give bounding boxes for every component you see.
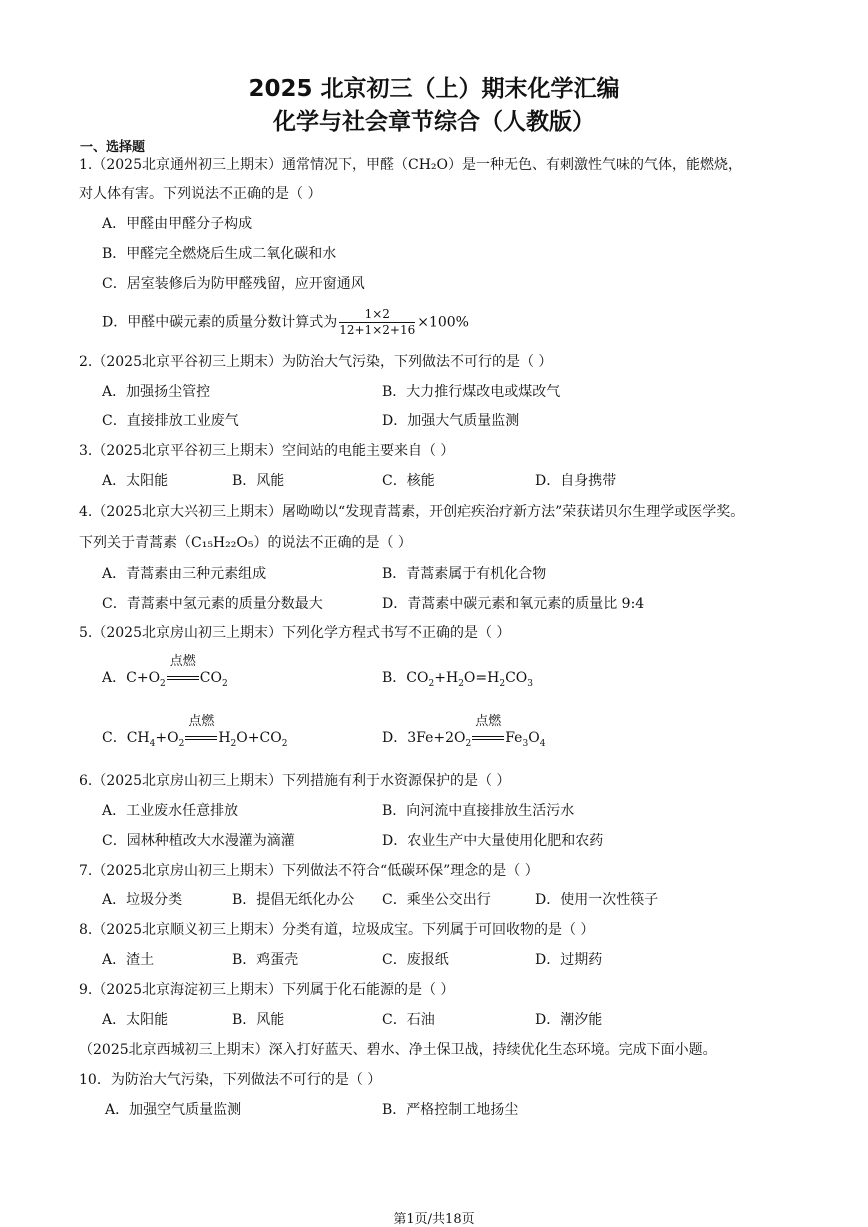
- q4-stem-line2: 下列关于青蒿素（C₁₅H₂₂O₅）的说法不正确的是（ ）: [79, 535, 412, 551]
- q1-option-b: B．甲醛完全燃烧后生成二氧化碳和水: [102, 246, 337, 262]
- q6-option-d: D．农业生产中大量使用化肥和农药: [382, 833, 604, 849]
- q6-option-c: C．园林种植改大水漫灌为滴灌: [102, 833, 295, 849]
- q7-option-b: B．提倡无纸化办公: [232, 892, 355, 908]
- q2-option-d: D．加强大气质量监测: [382, 413, 520, 429]
- q1-option-a: A．甲醛由甲醛分子构成: [102, 216, 253, 232]
- q8-option-a: A．渣土: [102, 952, 155, 968]
- q10-stem: 10．为防治大气污染，下列做法不可行的是（ ）: [79, 1072, 382, 1088]
- q1-option-c: C．居室装修后为防甲醛残留，应开窗通风: [102, 276, 365, 292]
- q5-option-b: B．$CO_2+H_2O=H_2CO_3$: [382, 670, 534, 689]
- q6-stem: 6.（2025北京房山初三上期末）下列措施有利于水资源保护的是（ ）: [79, 773, 511, 789]
- condition-ignite: [167, 654, 199, 687]
- condition-label: 点燃: [169, 654, 196, 669]
- q1-stem-line1: 1.（2025北京通州初三上期末）通常情况下，甲醛（CH₂O）是一种无色、有刺激性气味的气体，能燃烧，: [79, 157, 742, 173]
- page-footer: 第1页/共18页: [393, 1212, 475, 1227]
- q4-stem-line1: 4.（2025北京大兴初三上期末）屠呦呦以“发现青蒿素，开创疟疾治疗新方法”荣获诺贝尔生理学或医学奖。: [79, 504, 745, 520]
- q3-stem: 3.（2025北京平谷初三上期末）空间站的电能主要来自（ ）: [79, 443, 455, 459]
- q9-option-b: B．风能: [232, 1012, 285, 1028]
- q5-option-b-label: B．: [382, 670, 407, 686]
- fraction-denominator: 12+1×2+16: [339, 323, 416, 337]
- condition-label: 点燃: [475, 714, 502, 729]
- q5-option-a: A．$C+O_2$ 点燃 $CO_2$: [102, 654, 228, 689]
- q4-option-a: A．青蒿素由三种元素组成: [102, 566, 267, 582]
- q1-option-d-text: D．甲醛中碳元素的质量分数计算式为: [102, 314, 338, 331]
- q10-option-b: B．严格控制工地扬尘: [382, 1102, 519, 1118]
- q10-option-a: A．加强空气质量监测: [105, 1102, 242, 1118]
- q4-option-c: C．青蒿素中氢元素的质量分数最大: [102, 596, 323, 612]
- q5-option-d: D．$3Fe+2O_2$ 点燃 $Fe_3O_4$: [382, 714, 546, 749]
- q4-option-b: B．青蒿素属于有机化合物: [382, 566, 547, 582]
- q9-stem: 9.（2025北京海淀初三上期末）下列属于化石能源的是（ ）: [79, 982, 455, 998]
- mass-fraction-formula: [339, 307, 415, 338]
- q3-option-a: A．太阳能: [102, 473, 169, 489]
- q3-option-d: D．自身携带: [535, 473, 617, 489]
- q8-option-c: C．废报纸: [382, 952, 449, 968]
- condition-ignite: [472, 714, 504, 747]
- q8-option-b: B．鸡蛋壳: [232, 952, 299, 968]
- q2-option-c: C．直接排放工业废气: [102, 413, 239, 429]
- section-heading: 一、选择题: [80, 140, 146, 155]
- q6-option-a: A．工业废水任意排放: [102, 803, 239, 819]
- q5-option-c: C．$CH_4+O_2$ 点燃 $H_2O+CO_2$: [102, 714, 288, 749]
- q1-stem-line2: 对人体有害。下列说法不正确的是（ ）: [79, 186, 322, 202]
- condition-ignite: [185, 714, 217, 747]
- q2-option-b: B．大力推行煤改电或煤改气: [382, 384, 561, 400]
- q5-stem: 5.（2025北京房山初三上期末）下列化学方程式书写不正确的是（ ）: [79, 625, 511, 641]
- q7-stem: 7.（2025北京房山初三上期末）下列做法不符合“低碳环保”理念的是（ ）: [79, 863, 539, 879]
- q8-stem: 8.（2025北京顺义初三上期末）分类有道，垃圾成宝。下列属于可回收物的是（ ）: [79, 922, 595, 938]
- fraction-percent: ×100%: [417, 314, 469, 331]
- q7-option-d: D．使用一次性筷子: [535, 892, 659, 908]
- q1-option-d: [102, 307, 469, 338]
- q9-option-c: C．石油: [382, 1012, 435, 1028]
- q7-option-c: C．乘坐公交出行: [382, 892, 491, 908]
- q4-option-d: D．青蒿素中碳元素和氧元素的质量比 9:4: [382, 596, 645, 612]
- q2-option-a: A．加强扬尘管控: [102, 384, 211, 400]
- q6-option-b: B．向河流中直接排放生活污水: [382, 803, 575, 819]
- q2-stem: 2.（2025北京平谷初三上期末）为防治大气污染，下列做法不可行的是（ ）: [79, 354, 553, 370]
- q9-option-a: A．太阳能: [102, 1012, 169, 1028]
- q7-option-a: A．垃圾分类: [102, 892, 183, 908]
- q8-option-d: D．过期药: [535, 952, 603, 968]
- document-title-line1: 2025 北京初三（上）期末化学汇编: [248, 76, 620, 102]
- q5-option-d-label: D．: [382, 730, 408, 746]
- q3-option-b: B．风能: [232, 473, 285, 489]
- q9-option-d: D．潮汐能: [535, 1012, 603, 1028]
- condition-label: 点燃: [188, 714, 215, 729]
- document-title-line2: 化学与社会章节综合（人教版）: [273, 109, 595, 135]
- fraction-numerator: 1×2: [339, 307, 415, 323]
- q3-option-c: C．核能: [382, 473, 435, 489]
- q10-intro: （2025北京西城初三上期末）深入打好蓝天、碧水、净土保卫战，持续优化生态环境。完成下面小题。: [79, 1042, 717, 1058]
- q5-option-c-label: C．: [102, 730, 127, 746]
- q5-option-a-label: A．: [102, 670, 127, 686]
